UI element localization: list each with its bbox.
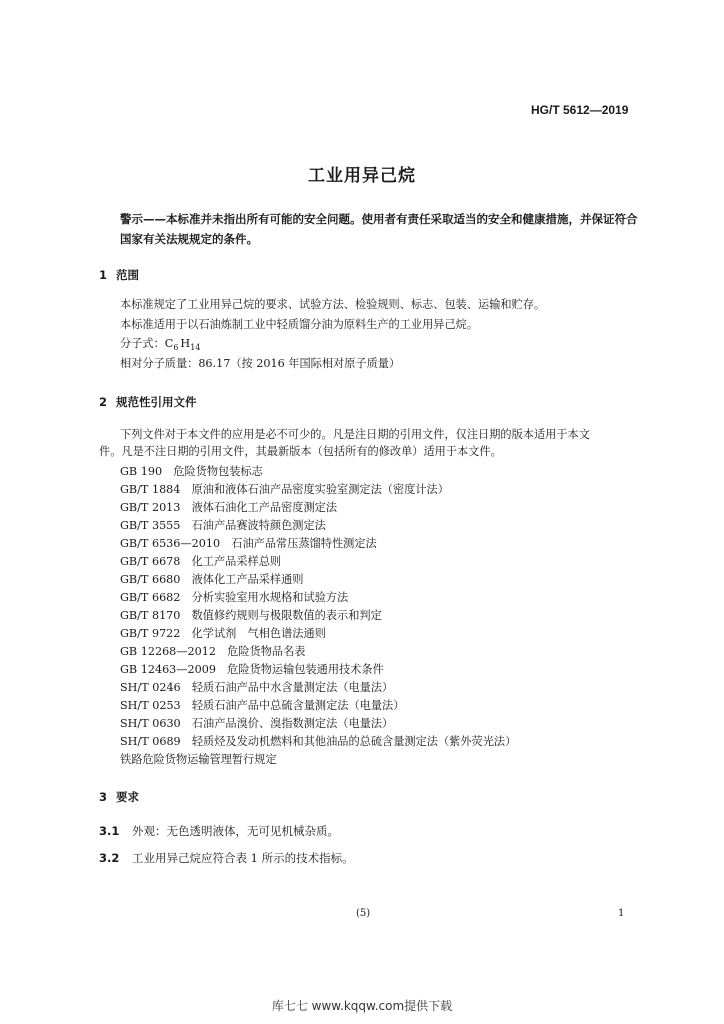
requirement-number: 3.1: [99, 824, 120, 838]
scope-paragraph-2: 本标准适用于以石油炼制工业中轻质馏分油为原料生产的工业用异己烷。: [120, 318, 479, 331]
section-1-number: 1: [99, 268, 108, 282]
reference-item: GB/T 2013 液体石油化工产品密度测定法: [120, 501, 338, 514]
requirement-number: 3.2: [99, 851, 120, 865]
safety-warning: 警示——本标准并未指出所有可能的安全问题。使用者有责任采取适当的安全和健康措施，并保证符合国家有关法规规定的条件。: [120, 212, 638, 246]
reference-item: 铁路危险货物运输管理暂行规定: [120, 753, 277, 766]
reference-item: SH/T 0630 石油产品溴价、溴指数测定法（电量法）: [120, 717, 394, 730]
section-2-heading: [99, 394, 197, 410]
download-watermark: 库七七 www.kqqw.com提供下载: [271, 999, 453, 1013]
requirement-text: 外观：无色透明液体，无可见机械杂质。: [132, 824, 339, 838]
standard-number: HG/T 5612—2019: [531, 103, 629, 117]
requirement-item: [99, 823, 339, 839]
formula-label: 分子式：: [120, 337, 165, 350]
section-1-title: 范围: [116, 268, 139, 282]
scope-paragraph-1: 本标准规定了工业用异己烷的要求、试验方法、检验规则、标志、包装、运输和贮存。: [120, 298, 546, 311]
document-title: 工业用异己烷: [308, 166, 416, 186]
molecular-formula: [120, 335, 200, 354]
reference-item: GB/T 3555 石油产品赛波特颜色测定法: [120, 519, 326, 532]
formula-h: H: [180, 337, 191, 350]
references-intro-line-1: 下列文件对于本文件的应用是必不可少的。凡是注日期的引用文件，仅注日期的版本适用于本文: [120, 428, 590, 441]
reference-item: GB/T 6678 化工产品采样总则: [120, 555, 282, 568]
reference-item: GB 12463—2009 危险货物运输包装通用技术条件: [120, 663, 384, 676]
formula-c: C: [164, 337, 174, 350]
requirement-item: [99, 850, 354, 866]
section-3-number: 3: [99, 790, 108, 804]
reference-item: GB 12268—2012 危险货物品名表: [120, 645, 306, 658]
reference-item: GB/T 6536—2010 石油产品常压蒸馏特性测定法: [120, 537, 377, 550]
formula-h-subscript: 14: [190, 343, 201, 352]
reference-item: GB/T 9722 化学试剂 气相色谱法通则: [120, 627, 326, 640]
section-3-heading: [99, 789, 139, 805]
reference-item: GB/T 6682 分析实验室用水规格和试验方法: [120, 591, 349, 604]
section-3-title: 要求: [116, 790, 139, 804]
center-page-mark: (5): [356, 908, 371, 919]
requirement-text: 工业用异己烷应符合表 1 所示的技术指标。: [132, 851, 354, 865]
relative-molecular-mass: 相对分子质量：86.17（按 2016 年国际相对原子质量）: [120, 357, 401, 370]
reference-item: SH/T 0689 轻质烃及发动机燃料和其他油品的总硫含量测定法（紫外荧光法）: [120, 735, 517, 748]
reference-item: GB 190 危险货物包装标志: [120, 465, 263, 478]
references-intro-line-2: 件。凡是不注日期的引用文件，其最新版本（包括所有的修改单）适用于本文件。: [99, 445, 502, 458]
page-number: 1: [618, 908, 625, 919]
section-2-title: 规范性引用文件: [116, 395, 197, 409]
section-2-number: 2: [99, 395, 108, 409]
reference-item: SH/T 0253 轻质石油产品中总硫含量测定法（电量法）: [120, 699, 405, 712]
formula-c-subscript: 6: [173, 343, 179, 352]
reference-item: GB/T 1884 原油和液体石油产品密度实验室测定法（密度计法）: [120, 483, 449, 496]
reference-item: GB/T 8170 数值修约规则与极限数值的表示和判定: [120, 609, 382, 622]
reference-item: GB/T 6680 液体化工产品采样通则: [120, 573, 304, 586]
section-1-heading: [99, 267, 139, 283]
reference-item: SH/T 0246 轻质石油产品中水含量测定法（电量法）: [120, 681, 394, 694]
